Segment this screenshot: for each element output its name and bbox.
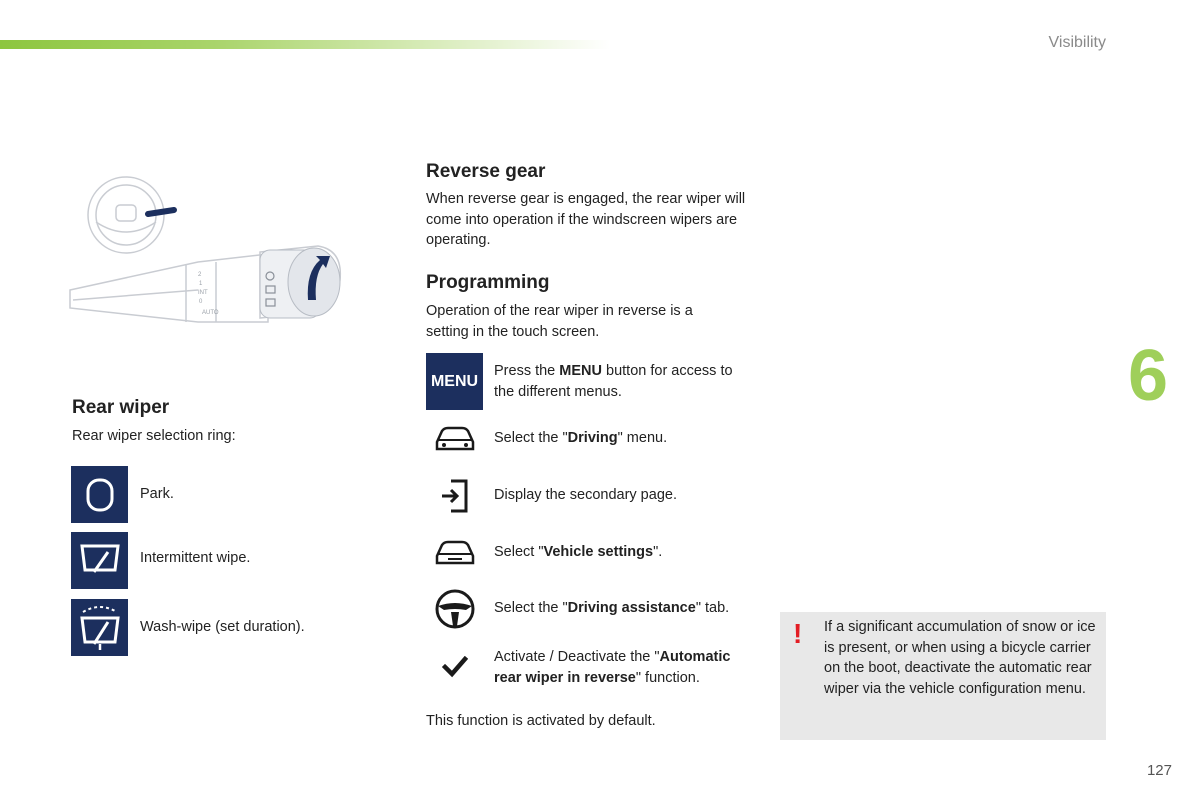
secondary-page-slot xyxy=(434,478,474,514)
header-accent-bar xyxy=(0,40,610,49)
car-icon-slot xyxy=(432,422,478,456)
chapter-number: 6 xyxy=(1128,336,1169,416)
svg-text:0: 0 xyxy=(199,299,203,305)
page-number: 127 xyxy=(1146,762,1172,779)
reverse-gear-heading: Reverse gear xyxy=(426,161,546,182)
park-label: Park. xyxy=(140,486,174,502)
svg-text:2: 2 xyxy=(198,272,202,278)
svg-text:AUTO: AUTO xyxy=(202,310,219,316)
car-icon xyxy=(434,424,476,454)
car-settings-slot xyxy=(432,536,478,570)
step-secondary-text: Display the secondary page. xyxy=(494,487,677,503)
warning-icon: ! xyxy=(793,618,803,649)
wash-wipe-label: Wash-wipe (set duration). xyxy=(140,619,305,635)
checkmark-icon xyxy=(442,656,468,678)
intermittent-tile xyxy=(71,532,128,589)
wash-wipe-icon xyxy=(77,604,123,652)
default-note: This function is activated by default. xyxy=(426,713,656,729)
car-settings-icon xyxy=(434,538,476,568)
step-driving-assistance-text: Select the "Driving assistance" tab. xyxy=(494,600,730,616)
steering-wheel-slot xyxy=(432,588,478,630)
rear-wiper-heading: Rear wiper xyxy=(72,397,170,418)
rear-wiper-intro: Rear wiper selection ring: xyxy=(72,428,236,444)
step-menu-text: Press the MENU button for access to the different menus. xyxy=(494,363,733,400)
secondary-page-icon xyxy=(439,479,469,513)
steering-wheel-icon xyxy=(434,588,476,630)
checkmark-slot xyxy=(440,654,470,680)
step-vehicle-settings-text: Select "Vehicle settings". xyxy=(494,544,663,560)
step-activate-text: Activate / Deactivate the "Automatic rear wiper in reverse" function. xyxy=(494,649,731,686)
svg-text:1: 1 xyxy=(199,281,203,287)
park-ring-icon xyxy=(85,477,115,513)
reverse-gear-text: When reverse gear is engaged, the rear wiper will come into operation if the windscreen wipers are operating. xyxy=(426,191,746,248)
intermittent-wipe-icon xyxy=(78,542,122,580)
menu-button: MENU xyxy=(426,353,483,410)
programming-heading: Programming xyxy=(426,272,550,293)
step-driving-text: Select the "Driving" menu. xyxy=(494,430,668,446)
warning-text: If a significant accumulation of snow or ice is present, or when using a bicycle carrier on the boot, deactivate the automatic rear wiper via the vehicle configuration menu. xyxy=(824,619,1096,697)
park-tile xyxy=(71,466,128,523)
intermittent-label: Intermittent wipe. xyxy=(140,550,251,566)
section-title: Visibility xyxy=(1048,34,1106,51)
wiper-stalk-illustration xyxy=(68,172,358,347)
wash-wipe-tile xyxy=(71,599,128,656)
programming-text: Operation of the rear wiper in reverse is a setting in the touch screen. xyxy=(426,303,693,340)
svg-text:INT: INT xyxy=(198,290,208,296)
